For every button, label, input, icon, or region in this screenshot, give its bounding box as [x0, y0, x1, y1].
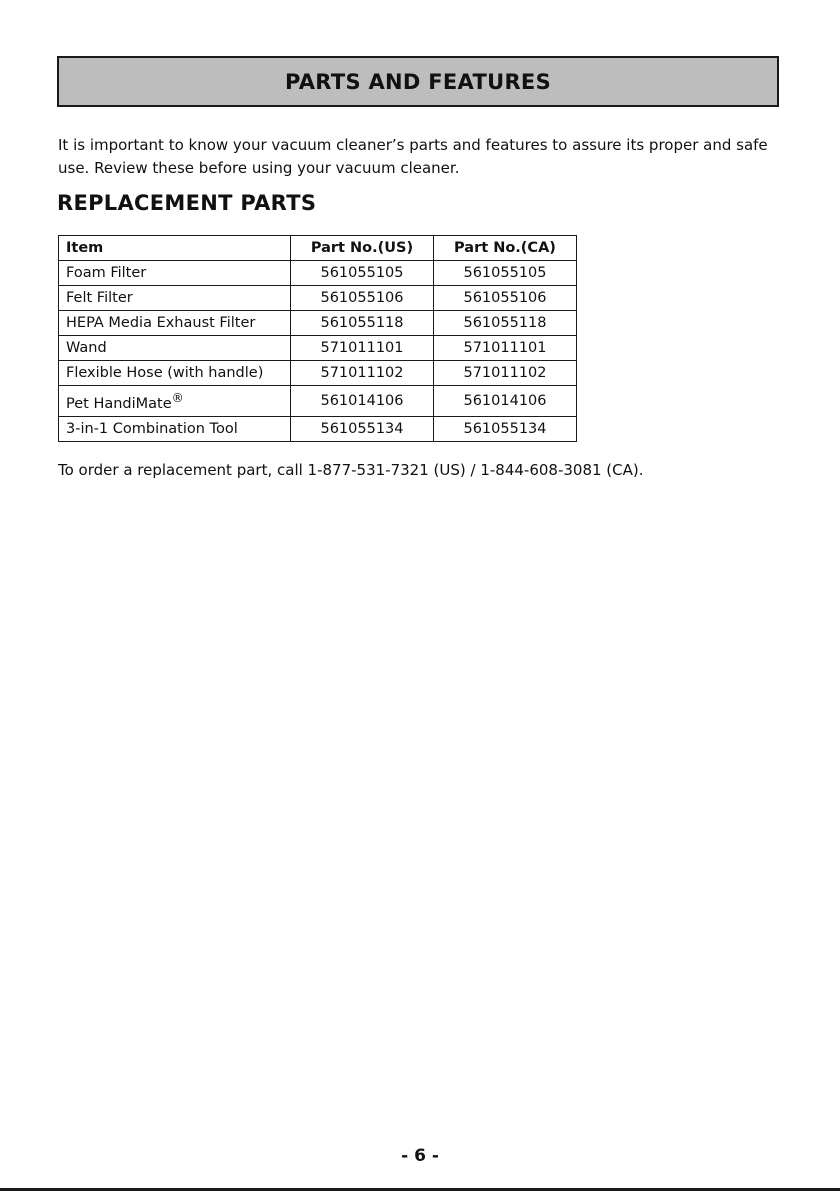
part-number-ca: 561055134	[434, 416, 577, 441]
part-number-us: 571011102	[291, 361, 434, 386]
table-row	[59, 386, 577, 417]
page-title: PARTS AND FEATURES	[284, 69, 551, 94]
part-number-ca: 561014106	[434, 386, 577, 417]
column-header-item: Item	[59, 236, 291, 261]
part-name: HEPA Media Exhaust Filter	[59, 311, 291, 336]
registered-trademark-mark: ®	[171, 391, 184, 405]
part-name	[59, 386, 291, 417]
part-name: Wand	[59, 336, 291, 361]
part-number-us: 561055106	[291, 286, 434, 311]
column-header-part-no-us: Part No.(US)	[291, 236, 434, 261]
part-number-us: 561055134	[291, 416, 434, 441]
part-number-us: 561014106	[291, 386, 434, 417]
title-banner	[57, 56, 779, 107]
table-row	[59, 336, 577, 361]
part-name: Foam Filter	[59, 261, 291, 286]
part-name-text: Pet HandiMate	[66, 395, 172, 412]
part-number-ca: 571011102	[434, 361, 577, 386]
table-row	[59, 416, 577, 441]
column-header-part-no-ca: Part No.(CA)	[434, 236, 577, 261]
table-row	[59, 261, 577, 286]
part-number-us: 561055105	[291, 261, 434, 286]
intro-paragraph: It is important to know your vacuum cleaner’s parts and features to assure its proper and safe use. Review these before using your vacuum cleaner.	[58, 136, 768, 177]
table-row	[59, 361, 577, 386]
table-header-row	[59, 236, 577, 261]
order-instructions: To order a replacement part, call 1-877-531-7321 (US) / 1-844-608-3081 (CA).	[58, 461, 644, 479]
part-number-us: 571011101	[291, 336, 434, 361]
page-number: - 6 -	[401, 1146, 439, 1166]
part-number-ca: 561055118	[434, 311, 577, 336]
table-row	[59, 311, 577, 336]
part-number-ca: 561055106	[434, 286, 577, 311]
part-number-ca: 571011101	[434, 336, 577, 361]
part-name: 3-in-1 Combination Tool	[59, 416, 291, 441]
part-number-us: 561055118	[291, 311, 434, 336]
part-number-ca: 561055105	[434, 261, 577, 286]
part-name: Felt Filter	[59, 286, 291, 311]
section-heading-replacement-parts: REPLACEMENT PARTS	[57, 191, 317, 215]
part-name: Flexible Hose (with handle)	[59, 361, 291, 386]
table-row	[59, 286, 577, 311]
replacement-parts-table	[58, 235, 577, 442]
